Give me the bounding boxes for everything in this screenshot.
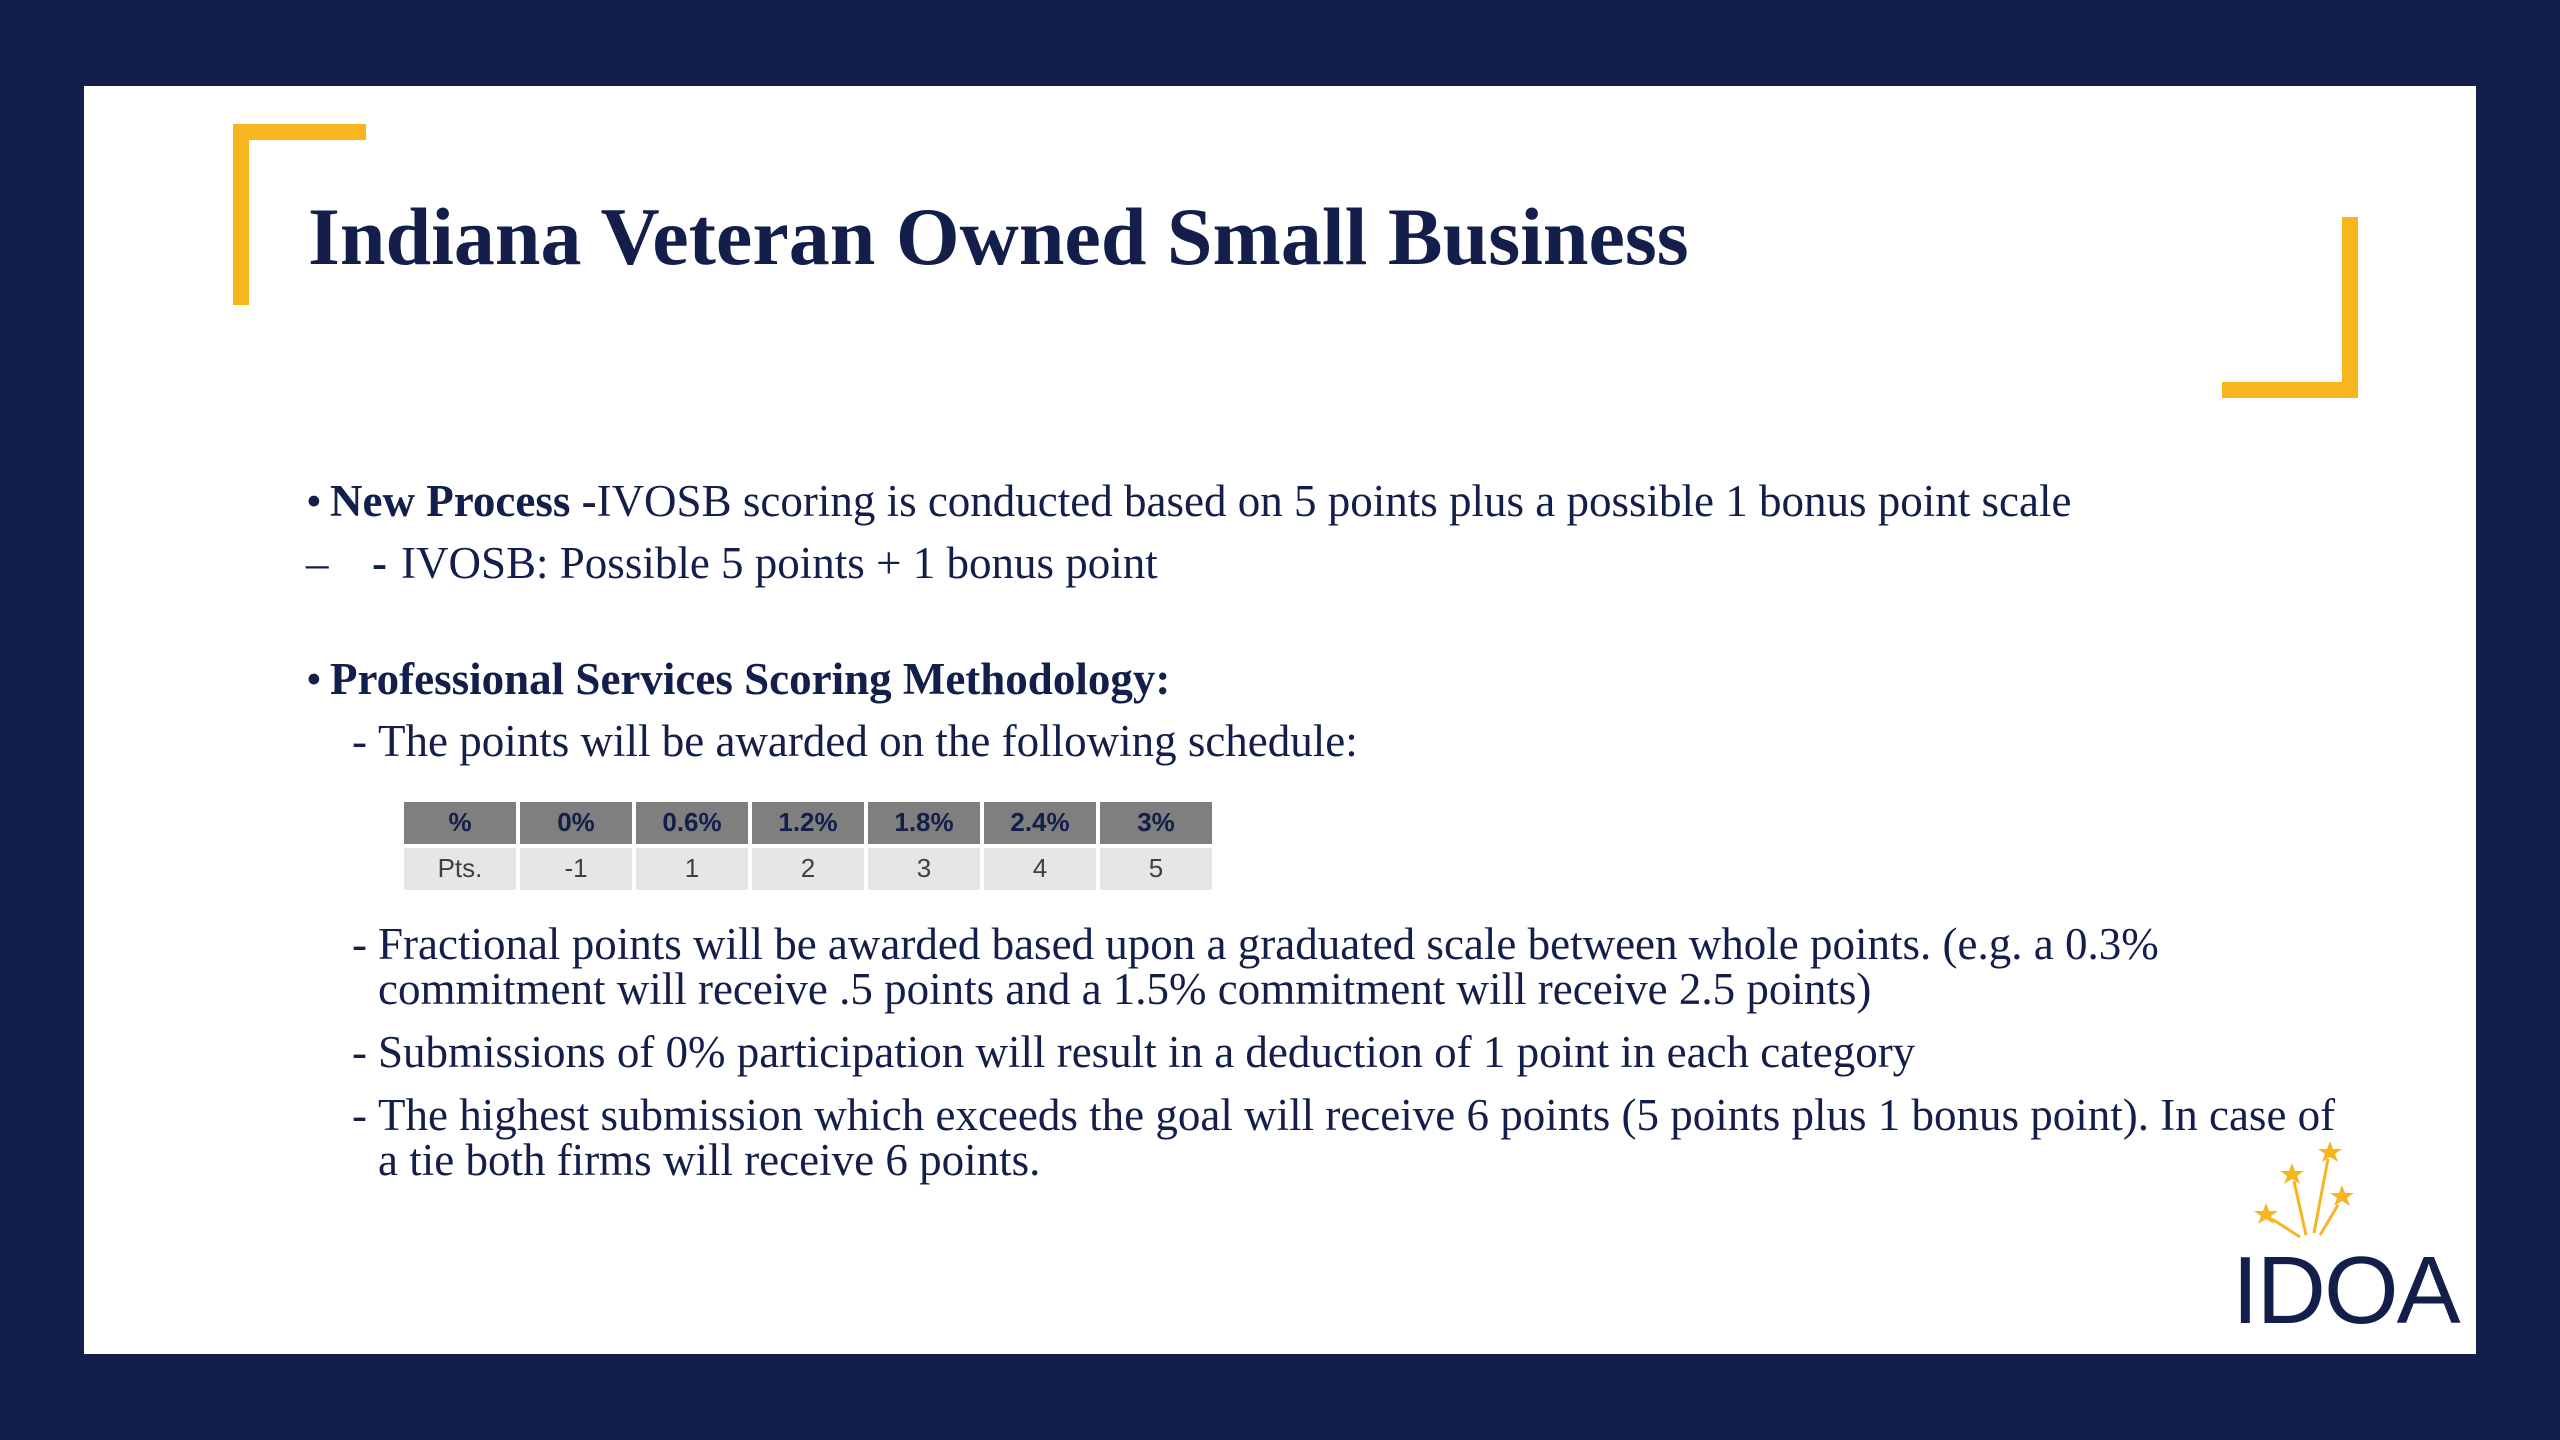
bullet-text: IVOSB scoring is conducted based on 5 points plus a possible 1 bonus point scale (596, 476, 2072, 526)
sub-bullet-dash: – (306, 538, 329, 588)
table-row (404, 848, 1212, 890)
list-item (352, 714, 2366, 768)
notes-list (306, 919, 2366, 1185)
table-cell: Pts. (404, 848, 516, 890)
list-item-text: Fractional points will be awarded based upon a graduated scale between whole points. (e.g. a 0.3% commitment will receive .5 points and a 1.5% commitment will receive 2.5 points) (378, 919, 2159, 1014)
table-header-cell: 0% (520, 802, 632, 844)
table-cell: 5 (1100, 848, 1212, 890)
table-header-cell: % (404, 802, 516, 844)
sub-bullet-ivosb (306, 536, 2366, 590)
sub-bullet-mark: - (372, 538, 387, 588)
star-burst-icon (2232, 1141, 2462, 1251)
table-cell: 1 (636, 848, 748, 890)
table-header-cell: 0.6% (636, 802, 748, 844)
list-item-text: Submissions of 0% participation will result in a deduction of 1 point in each category (378, 1027, 1916, 1077)
idoa-logo (2232, 1141, 2462, 1344)
bullet-scoring-methodology (306, 652, 2366, 706)
dash-glyph: - (352, 716, 367, 766)
logo-wordmark: IDOA (2232, 1237, 2459, 1344)
list-item (352, 919, 2366, 1014)
bullet-label: Professional Services Scoring Methodology: (330, 654, 1171, 704)
bullet-label: New Process - (330, 476, 597, 526)
slide-content (306, 474, 2366, 1201)
list-item-text: The highest submission which exceeds the goal will receive 6 points (5 points plus 1 bonus point). In case of a tie both firms will receive 6 points. (378, 1090, 2336, 1185)
corner-bracket-bottom-right (2222, 217, 2358, 398)
bullet-glyph: • (306, 654, 322, 704)
slide (84, 86, 2476, 1354)
table-cell: 4 (984, 848, 1096, 890)
list-item-text: The points will be awarded on the following schedule: (378, 716, 1358, 766)
bullet-new-process (306, 474, 2366, 528)
list-item (352, 1090, 2366, 1185)
table-cell: -1 (520, 848, 632, 890)
table-header-row (404, 802, 1212, 844)
table-cell: 2 (752, 848, 864, 890)
table-header-cell: 1.8% (868, 802, 980, 844)
slide-title: Indiana Veteran Owned Small Business (308, 191, 1689, 282)
table-header-cell: 1.2% (752, 802, 864, 844)
table-header-cell: 2.4% (984, 802, 1096, 844)
dash-glyph: - (352, 1090, 367, 1140)
table-cell: 3 (868, 848, 980, 890)
list-item (352, 1027, 2366, 1077)
points-schedule-table (400, 798, 1216, 894)
dash-glyph: - (352, 919, 367, 969)
dash-glyph: - (352, 1027, 367, 1077)
sub-bullet-text: IVOSB: Possible 5 points + 1 bonus point (401, 538, 1158, 588)
table-header-cell: 3% (1100, 802, 1212, 844)
bullet-glyph: • (306, 476, 322, 526)
